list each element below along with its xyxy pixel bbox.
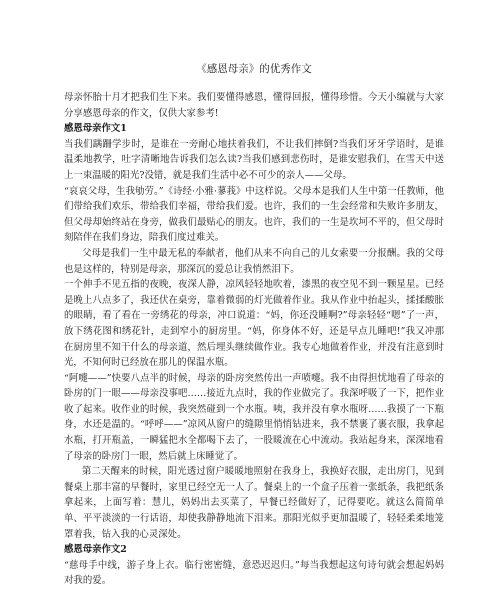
paragraph: “哀哀父母，生我劬劳。”《诗经·小雅·蓼莪》中这样说。父母本是我们人生中第一任教师，他们带给我们欢乐，带给我们幸福，带给我们爱。也许，我们的一生会经常和失败许多朋友，但父母却始终站在身旁，做我们最贴心的朋友。也许，我们的一生是坎坷不平的，但父母时刻陪伴在我们身边，陪我们度过难关。 [64,185,444,244]
paragraph: 第二天醒来的时候，阳光透过窗户暖暖地照射在我身上，我换好衣服，走出房门，见到餐桌上那丰富的早餐时，家里已经空无一人了。餐桌上的一个盒子压着一张纸条，我把纸条拿起来，上面写着：慧儿，妈妈出去买菜了，早餐已经做好了，记得要吃。就这么简简单单、平平淡淡的一行话语，却使我静静地流下泪来。那阳光似乎更加温暖了，轻轻柔柔地笼罩着我，钻入我的心灵深处。 [64,466,444,540]
document-title: 《感恩母亲》的优秀作文 [196,63,312,75]
paragraph: 当我们蹒跚学步时，是谁在一旁耐心地扶着我们，不让我们摔倒?当我们牙牙学语时，是谁温柔地教学，吐字清晰地告诉我们怎么读?当我们感到悲伤时，是谁安慰我们，在雪天中送上一束温暖的阳光?没错，就是我们生活中必不可少的亲人——父母。 [64,138,444,181]
paragraph: 一个伸手不见五指的夜晚，夜深人静，凉风轻轻地吹着，漆黑的夜空见不到一颗星星。已经是晚上八点多了，我还伏在桌旁，靠着微弱的灯光做着作业。我从作业中抬起头，揉揉酸胀的眼睛，看了看在一旁绣花的母亲，冲口说道：“妈，你还没睡啊?”母亲轻轻“嗯”了一声，放下绣花图和绣花针，走到窄小的厨房里。“妈，你身体不好，还是早点儿睡吧!”我又冲那在厨房里不知干什么的母亲道，然后埋头继续做作业。我专心地做着作业，并没有注意到时光，不知何时已经放在那儿的保温水瓶。 [64,279,444,369]
section-heading: 感恩母亲作文2 [64,544,127,556]
document-body [64,90,444,589]
paragraph: “阿嚏——”快要八点半的时候，母亲的卧房突然传出一声喷嚏。我不由得担忧地看了母亲的卧房的门一眼——母亲没事吧……接近九点时，我的作业做完了。我深呼吸了一下，把作业收了起来。收作业的时候，我突然碰到一个水瓶。咦，我并没有拿水瓶呀……我摸了一下瓶身，水还是温的。“呼呼——”凉风从窗户的缝隙里悄悄钻进来，我不禁裹了裹衣服，我拿起水瓶，打开瓶盖，一瞬猛把水全都喝下去了，一股暖流在心中流动。我站起身来，深深地看了母亲的卧房门一眼，然后就上床睡觉了。 [64,372,444,462]
section-heading: 感恩母亲作文1 [64,123,127,135]
paragraph: 母亲怀胎十月才把我们生下来。我们要懂得感恩，懂得回报，懂得珍惜。今天小编就与大家分享感恩母亲的作文，仅供大家参考! [64,92,444,119]
paragraph: 父母是我们一生中最无私的奉献者，他们从来不向自己的儿女索要一分报酬。我的父母也是这样的，特别是母亲，那深沉的爱总让我悄然泪下。 [64,247,444,275]
paragraph: “慈母手中线，游子身上衣。临行密密缝，意恐迟迟归。”每当我想起这句诗句就会想起妈妈对我的爱。 [64,559,444,587]
